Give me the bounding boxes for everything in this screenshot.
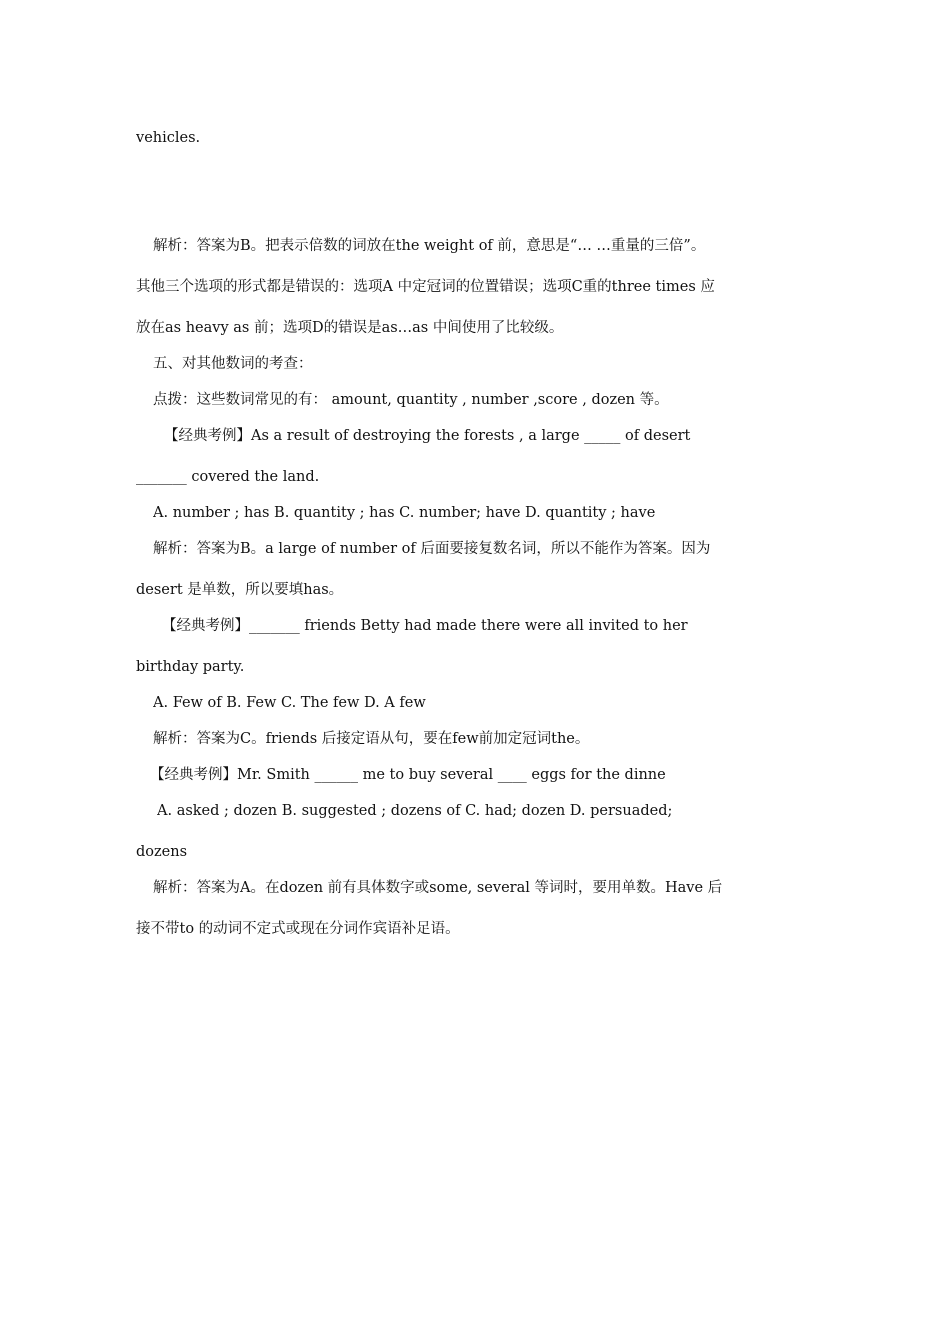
tip-line: 点拨：这些数词常见的有： amount, quantity , number ,score , dozen 等。 bbox=[153, 392, 669, 408]
analysis-1-line-2: 其他三个选项的形式都是错误的：选项A 中定冠词的位置错误；选项C重的three times 应 bbox=[136, 279, 715, 295]
analysis-2-line-2: desert 是单数，所以要填has。 bbox=[136, 582, 344, 598]
example-3-line-3: dozens bbox=[136, 844, 188, 860]
analysis-1-line-1: 解析：答案为B。把表示倍数的词放在the weight of 前，意思是“… …重量的三倍”。 bbox=[153, 238, 706, 254]
analysis-4-line-2: 接不带to 的动词不定式或现在分词作宾语补足语。 bbox=[136, 921, 460, 937]
example-3-line-1: 【经典考例】Mr. Smith ______ me to buy several ____ eggs for the dinne bbox=[150, 767, 666, 783]
example-2-options: A. Few of B. Few C. The few D. A few bbox=[153, 695, 426, 711]
analysis-1-line-3: 放在as heavy as 前；选项D的错误是as…as 中间使用了比较级。 bbox=[136, 320, 564, 336]
example-2-line-1: 【经典考例】_______ friends Betty had made there were all invited to her bbox=[162, 618, 688, 634]
text-line-vehicles: vehicles. bbox=[136, 130, 201, 146]
analysis-2-line-1: 解析：答案为B。a large of number of 后面要接复数名词，所以不能作为答案。因为 bbox=[153, 541, 711, 557]
example-3-options: A. asked ; dozen B. suggested ; dozens of C. had; dozen D. persuaded; bbox=[157, 803, 673, 819]
example-2-line-2: birthday party. bbox=[136, 659, 245, 675]
example-1-line-1: 【经典考例】As a result of destroying the forests , a large _____ of desert bbox=[164, 428, 691, 444]
analysis-4-line-1: 解析：答案为A。在dozen 前有具体数字或some, several 等词时，要用单数。Have 后 bbox=[153, 880, 723, 896]
example-1-line-2: _______ covered the land. bbox=[136, 469, 320, 485]
section-heading-5: 五、对其他数词的考查： bbox=[153, 356, 313, 372]
analysis-3-line-1: 解析：答案为C。friends 后接定语从句，要在few前加定冠词the。 bbox=[153, 731, 590, 747]
example-1-options: A. number ; has B. quantity ; has C. number; have D. quantity ; have bbox=[153, 505, 656, 521]
